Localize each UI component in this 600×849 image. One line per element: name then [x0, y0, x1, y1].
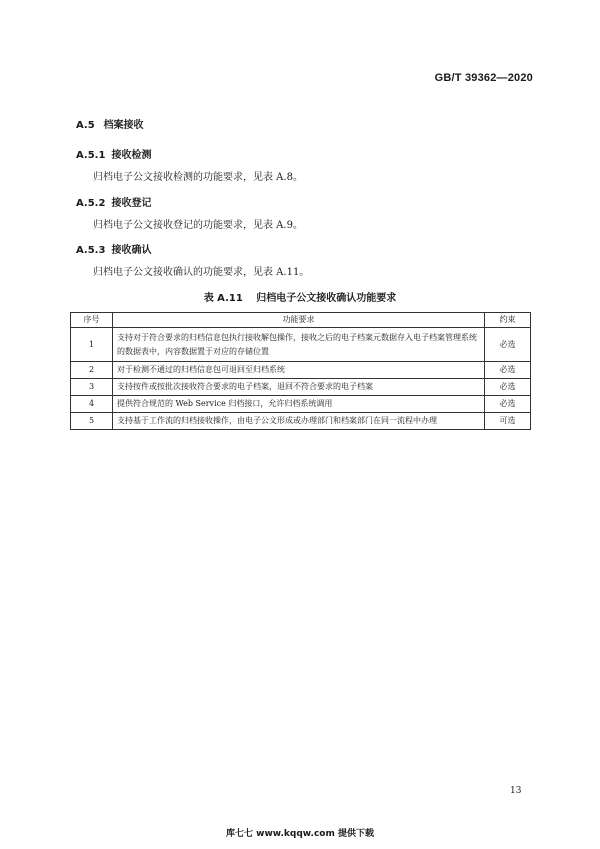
row-no: 2 [71, 362, 113, 379]
row-requirement: 提供符合规范的 Web Service 归档接口，允许归档系统调用 [113, 396, 485, 413]
subsection-heading [76, 241, 151, 256]
subsection-heading [76, 194, 151, 209]
subsection-title: 接收检测 [111, 150, 152, 161]
subsection-title: 接收确认 [111, 245, 152, 256]
table-header-row [71, 313, 531, 328]
row-constraint: 必选 [485, 396, 531, 413]
subsection-number: A.5.1 [76, 150, 106, 161]
subsection-number: A.5.3 [76, 245, 106, 256]
table-caption [0, 289, 600, 304]
row-requirement: 支持对于符合要求的归档信息包执行接收解包操作，接收之后的电子档案元数据存入电子档案管理系统的数据表中，内容数据置于对应的存储位置 [113, 328, 485, 362]
table-row [71, 328, 531, 362]
row-constraint: 必选 [485, 362, 531, 379]
section-heading [76, 116, 143, 131]
table-row [71, 379, 531, 396]
header-constraint: 约束 [485, 313, 531, 328]
section-title: 档案接收 [103, 120, 144, 131]
page-number: 13 [510, 786, 522, 796]
table-row [71, 362, 531, 379]
subsection-number: A.5.2 [76, 198, 106, 209]
table-title: 归档电子公文接收确认功能要求 [256, 293, 397, 304]
table-row [71, 396, 531, 413]
row-no: 1 [71, 328, 113, 362]
subsection-paragraph: 归档电子公文接收检测的功能要求，见表 A.8。 [93, 172, 303, 183]
standard-number: GB/T 39362—2020 [434, 72, 533, 84]
row-constraint: 必选 [485, 379, 531, 396]
header-requirement: 功能要求 [113, 313, 485, 328]
subsection-heading [76, 146, 151, 161]
row-requirement: 支持按件或按批次接收符合要求的电子档案，退回不符合要求的电子档案 [113, 379, 485, 396]
subsection-title: 接收登记 [111, 198, 152, 209]
table-row [71, 413, 531, 430]
row-no: 4 [71, 396, 113, 413]
row-no: 3 [71, 379, 113, 396]
section-number: A.5 [76, 120, 95, 131]
header-no: 序号 [71, 313, 113, 328]
download-watermark: 库七七 www.kqqw.com 提供下载 [226, 829, 374, 839]
table-label: 表 A.11 [203, 293, 243, 304]
requirements-table [70, 312, 531, 430]
subsection-paragraph: 归档电子公文接收确认的功能要求，见表 A.11。 [93, 267, 310, 278]
row-no: 5 [71, 413, 113, 430]
row-requirement: 支持基于工作流的归档接收操作，由电子公文形成或办理部门和档案部门在同一流程中办理 [113, 413, 485, 430]
row-requirement: 对于检测不通过的归档信息包可退回至归档系统 [113, 362, 485, 379]
row-constraint: 可选 [485, 413, 531, 430]
row-constraint: 必选 [485, 328, 531, 362]
subsection-paragraph: 归档电子公文接收登记的功能要求，见表 A.9。 [93, 220, 303, 231]
